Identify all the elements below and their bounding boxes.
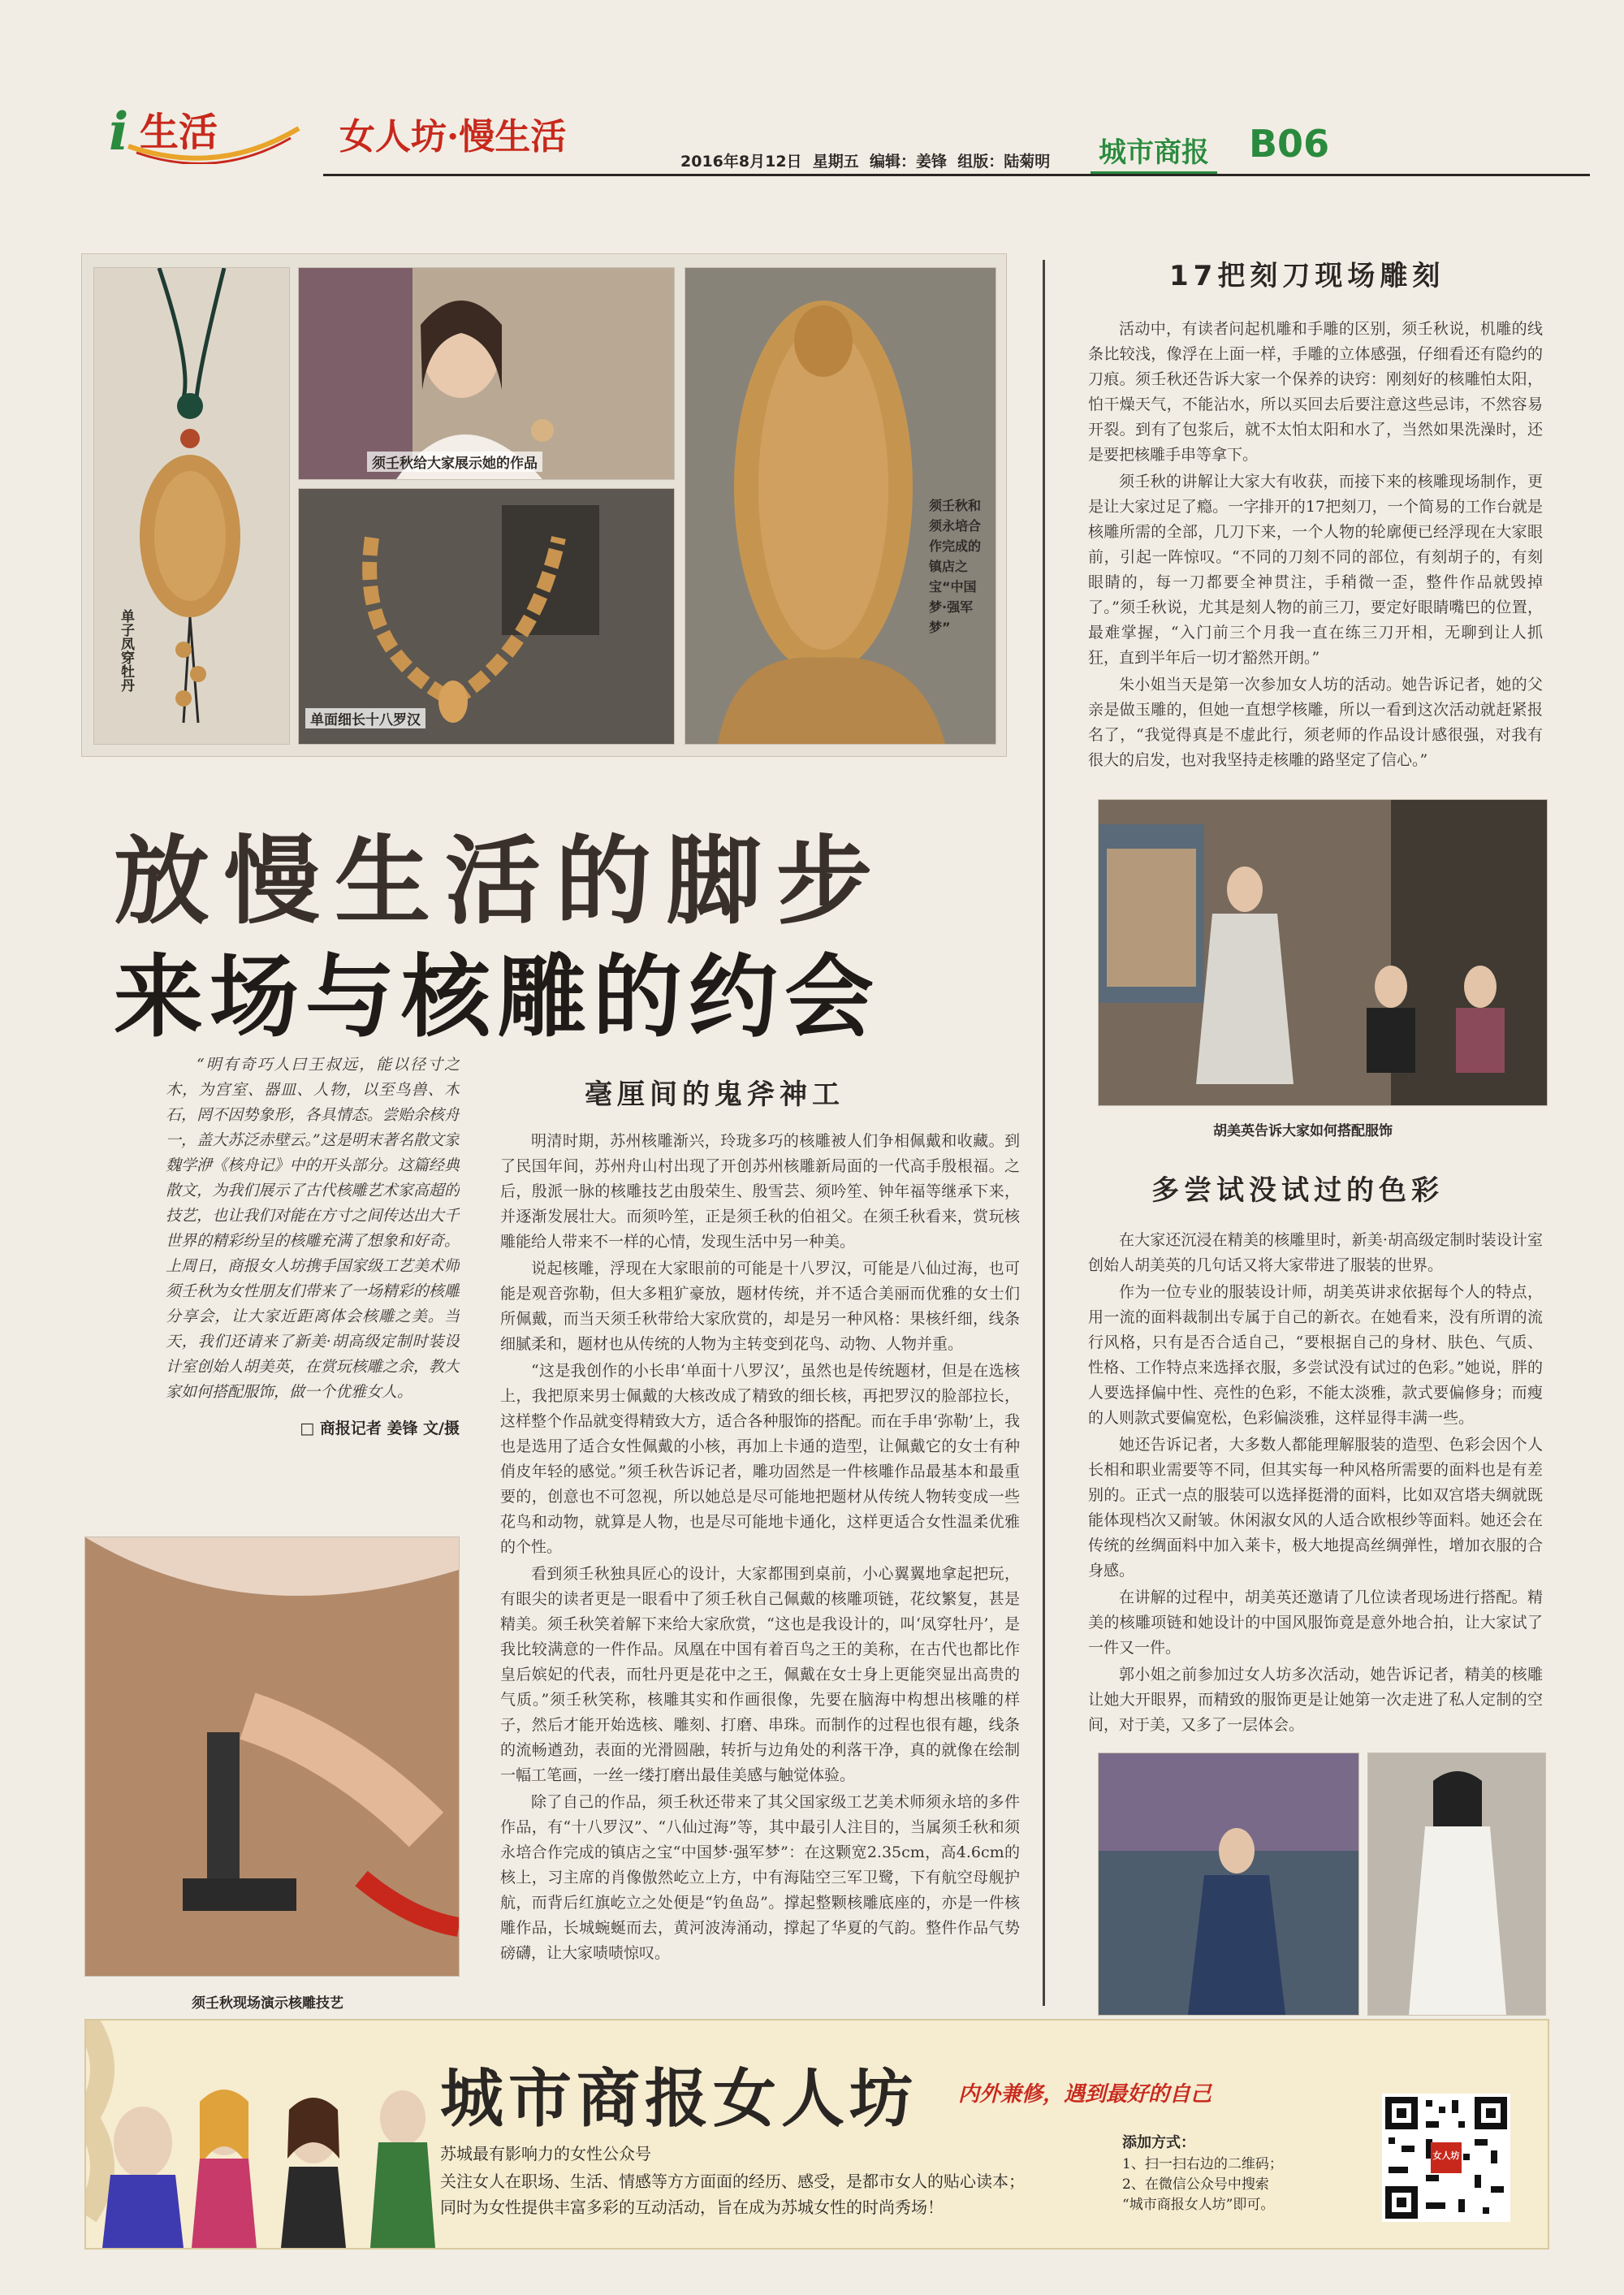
section2-paragraph: 须壬秋的讲解让大家大有收获，而接下来的核雕现场制作，更是让大家过足了瘾。一字排开的17把刻刀，一个简易的工作台就是核雕所需的全部，几刀下来，一个人物的轮廓便已经浮现在大家眼前，引起一阵惊叹。“不同的刀刻不同的部位，有刻胡子的，有刻眼睛的，每一刀都要全神贯注，手稍微一歪，整件作品就毁掉了。”须壬秋说，尤其是刻人物的前三刀，要定好眼睛嘴巴的位置，最难掌握，“入门前三个月我一直在练三刀开相，无聊到让人抓狂，直到半年后一切才豁然开朗。” xyxy=(1088,473,1543,667)
section1-title: 毫厘间的鬼斧神工 xyxy=(585,1078,844,1111)
i-life-logo xyxy=(104,96,315,164)
necklace-caption: 单面细长十八罗汉 xyxy=(305,708,425,728)
section1-paragraph: 除了自己的作品，须壬秋还带来了其父国家级工艺美术师须永培的多件作品，有“十八罗汉”、“八仙过海”等，其中最引人注目的，当属须壬秋和须永培合作完成的镇店之宝“中国梦·强军梦”：在这颗宽2.35cm，高4.6cm的核上，习主席的肖像傲然屹立上方，中有海陆空三军卫鹭，下有航空母舰护航，而背后红旗屹立之处便是“钓鱼岛”。撑起整颗核雕底座的，亦是一件核雕作品，长城蜿蜒而去，黄河波涛涌动，撑起了华夏的气韵。整件作品气势磅礴，让大家啧啧惊叹。 xyxy=(500,1793,1020,1962)
boutique-photo xyxy=(1098,799,1548,1106)
section1-paragraph: 说起核雕，浮现在大家眼前的可能是十八罗汉，可能是八仙过海，也可能是观音弥勒，但大多粗犷豪放，题材传统，并不适合美丽而优雅的女士们所佩戴，而当天须壬秋带给大家欣赏的，却是另一种风格：果核纤细，线条细腻柔和，题材也从传统的人物为主转变到花鸟、动物、人物并重。 xyxy=(500,1260,1020,1353)
banner-slogan: 内外兼修，遇到最好的自己 xyxy=(958,2082,1212,2107)
byline-text: 商报记者 姜锋 文/摄 xyxy=(319,1420,460,1437)
header-rule xyxy=(323,174,1590,176)
section2-paragraph: 活动中，有读者问起机雕和手雕的区别，须壬秋说，机雕的线条比较浅，像浮在上面一样，手雕的立体感强，仔细看还有隐约的刀痕。须壬秋还告诉大家一个保养的诀窍：刚刻好的核雕怕太阳，怕干燥天气，不能沾水，所以买回去后要注意这些忌讳，不然容易开裂。到有了包浆后，就不太怕太阳和水了，当然如果洗澡时，还是要把核雕手串等拿下。 xyxy=(1088,320,1543,464)
masthead xyxy=(104,96,1590,169)
carving-caption: 须壬秋现场演示核雕技艺 xyxy=(192,1995,343,2012)
column-divider xyxy=(1043,260,1045,2006)
page-number: B06 xyxy=(1249,122,1330,166)
follow-step-3: “城市商报女人坊”即可。 xyxy=(1122,2197,1275,2213)
artist-illustration xyxy=(299,268,674,479)
sculpture-caption: 须壬秋和须永培合作完成的镇店之宝“中国梦·强军梦” xyxy=(929,498,981,635)
lead-text: “明有奇巧人曰王叔远，能以径寸之木，为宫室、器皿、人物，以至鸟兽、木石，罔不因势象形，各具情态。尝贻余核舟一，盖大苏泛赤壁云。”这是明末著名散文家魏学洢《核舟记》中的开头部分。这篇经典散文，为我们展示了古代核雕艺术家高超的技艺，也让我们对能在方寸之间传达出大千世界的精彩纷呈的核雕充满了想象和好奇。上周日，商报女人坊携手国家级工艺美术师须壬秋为女性朋友们带来了一场精彩的核雕分享会，让大家近距离体会核雕之美。当天，我们还请来了新美·胡高级定制时装设计室创始人胡美英，在赏玩核雕之余，教大家如何搭配服饰，做一个优雅女人。 xyxy=(166,1056,460,1401)
follow-title: 添加方式： xyxy=(1122,2134,1195,2151)
section1-paragraph: “这是我创作的小长串‘单面十八罗汉’，虽然也是传统题材，但是在选核上，我把原来男士佩戴的大核改成了精致的细长核，再把罗汉的脸部拉长，这样整个作品就变得精致大方，适合各种服饰的搭配。而在手串‘弥勒’上，我也是选用了适合女性佩戴的小核，再加上卡通的造型，让佩戴它的女士有种俏皮年轻的感觉。”须壬秋告诉记者，雕功固然是一件核雕作品最基本和最重要的，创意也不可忽视，所以她总是尽可能地把题材从传统人物转变成一些花鸟和动物，就算是人物，也是尽可能地卡通化，这样更适合女性温柔优雅的个性。 xyxy=(500,1362,1020,1556)
follow-step-1: 1、扫一扫右边的二维码； xyxy=(1122,2156,1283,2172)
section3-paragraph: 作为一位专业的服装设计师，胡美英讲求依据每个人的特点，用一流的面料裁制出专属于自己的新衣。在她看来，没有所谓的流行风格，只有是否合适自己，“要根据自己的身材、肤色、气质、性格、工作特点来选择衣服，多尝试没有试过的色彩。”她说，胖的人要选择偏中性、亮性的色彩，不能太淡雅，款式要偏修身；而瘦的人则款式要偏宽松，色彩偏淡雅，这样显得丰满一些。 xyxy=(1088,1283,1543,1427)
section3-paragraph: 她还告诉记者，大多数人都能理解服装的造型、色彩会因个人长相和职业需要等不同，但其实每一种风格所需要的面料也是有差别的。正式一点的服装可以选择挺滑的面料，比如双宫塔夫绸就既能体现档次又耐皱。休闲淑女风的人适合欧根纱等面料。她还会在传统的丝绸面料中加入莱卡，极大地提高丝绸弹性，增加衣服的合身感。 xyxy=(1088,1436,1543,1580)
photo-collage xyxy=(81,253,1007,757)
necklace-illustration xyxy=(299,489,674,744)
banner-title: 城市商报女人坊 xyxy=(440,2062,918,2136)
banner-subtitle: 苏城最有影响力的女性公众号 xyxy=(440,2144,651,2163)
headline-line1: 放慢生活的脚步 xyxy=(114,824,888,937)
lead-column xyxy=(166,1052,460,1499)
boutique-illustration xyxy=(1099,800,1547,1105)
carving-photo xyxy=(84,1536,460,1977)
follow-step-2: 2、在微信公众号中搜索 xyxy=(1122,2176,1269,2193)
pendant-caption: 单子凤穿牡丹 xyxy=(118,609,134,692)
section3-paragraph: 在讲解的过程中，胡美英还邀请了几位读者现场进行搭配。精美的核雕项链和她设计的中国风服饰竟是意外地合拍，让大家试了一件又一件。 xyxy=(1088,1588,1543,1657)
model-right-illustration xyxy=(1368,1753,1545,2015)
sculpture-photo xyxy=(685,267,996,745)
artist-photo xyxy=(298,267,675,480)
svg-text:i: i xyxy=(109,102,129,162)
banner-desc-1: 关注女人在职场、生活、情感等方方面面的经历、感受，是都市女人的贴心读本； xyxy=(440,2172,1025,2191)
qr-tag: 女人坊 xyxy=(1432,2150,1460,2161)
section3-column xyxy=(1088,1228,1543,1738)
paper-name: 城市商报 xyxy=(1091,128,1217,174)
section-title: 女人坊·慢生活 xyxy=(339,116,567,158)
necklace-photo xyxy=(298,488,675,745)
boutique-caption: 胡美英告诉大家如何搭配服饰 xyxy=(1213,1123,1393,1139)
byline-box-icon: □ xyxy=(300,1420,320,1437)
brand-label: 生活 xyxy=(140,110,218,155)
model-photo-right xyxy=(1367,1753,1546,2016)
banner-desc-2: 同时为女性提供丰富多彩的互动活动，旨在成为苏城女性的时尚秀场！ xyxy=(440,2198,944,2217)
model-photo-left xyxy=(1098,1753,1359,2016)
section1-paragraph: 明清时期，苏州核雕渐兴，玲珑多巧的核雕被人们争相佩戴和收藏。到了民国年间，苏州舟山村出现了开创苏州核雕新局面的一代高手殷根福。之后，殷派一脉的核雕技艺由殷荣生、殷雪芸、须吟笙、钟年福等继承下来，并逐渐发展壮大。而须吟笙，正是须壬秋的伯祖父。在须壬秋看来，赏玩核雕能给人带来不一样的心情，发现生活中另一种美。 xyxy=(500,1132,1020,1251)
byline xyxy=(166,1416,460,1438)
model-left-illustration xyxy=(1099,1753,1358,2015)
section3-title: 多尝试没试过的色彩 xyxy=(1151,1174,1444,1207)
section2-column xyxy=(1088,317,1543,796)
section2-paragraph: 朱小姐当天是第一次参加女人坊的活动。她告诉记者，她的父亲是做玉雕的，但她一直想学核雕，所以一看到这次活动就赶紧报名了，“我觉得真是不虚此行，须老师的作品设计感很强，对我有很大的启发，也对我坚持走核雕的路坚定了信心。” xyxy=(1088,676,1543,769)
qr-code[interactable] xyxy=(1382,2094,1510,2222)
headline-line2: 来场与核雕的约会 xyxy=(114,945,880,1049)
artist-caption: 须壬秋给大家展示她的作品 xyxy=(367,452,542,472)
section1-column xyxy=(500,1129,1020,2022)
carving-illustration xyxy=(85,1537,459,1976)
issue-meta: 2016年8月12日 星期五 编辑：姜锋 组版：陆菊明 xyxy=(680,153,1051,171)
pendant-photo xyxy=(93,267,290,745)
section2-title: 17把刻刀现场雕刻 xyxy=(1169,260,1445,292)
section3-paragraph: 郭小姐之前参加过女人坊多次活动，她告诉记者，精美的核雕让她大开眼界，而精致的服饰更是让她第一次走进了私人定制的空间，对于美，又多了一层体会。 xyxy=(1088,1666,1543,1734)
section1-paragraph: 看到须壬秋独具匠心的设计，大家都围到桌前，小心翼翼地拿起把玩，有眼尖的读者更是一眼看中了须壬秋自己佩戴的核雕项链，花纹繁复，甚是精美。须壬秋笑着解下来给大家欣赏，“这也是我设计的，叫‘凤穿牡丹’，是我比较满意的一件作品。凤凰在中国有着百鸟之王的美称，在古代也都比作皇后嫔妃的代表，而牡丹更是花中之王，佩戴在女士身上更能突显出高贵的气质。”须壬秋笑称，核雕其实和作画很像，先要在脑海中构想出核雕的样子，然后才能开始选核、雕刻、打磨、串珠。而制作的过程也很有趣，线条的流畅遒劲，表面的光滑圆融，转折与边角处的利落干净，真的就像在绘制一幅工笔画，一丝一缕打磨出最佳美感与触觉体验。 xyxy=(500,1565,1020,1784)
section3-paragraph: 在大家还沉浸在精美的核雕里时，新美·胡高级定制时装设计室创始人胡美英的几句话又将大家带进了服装的世界。 xyxy=(1088,1231,1543,1274)
follow-box xyxy=(1122,2131,1374,2228)
banner xyxy=(84,2019,1549,2250)
